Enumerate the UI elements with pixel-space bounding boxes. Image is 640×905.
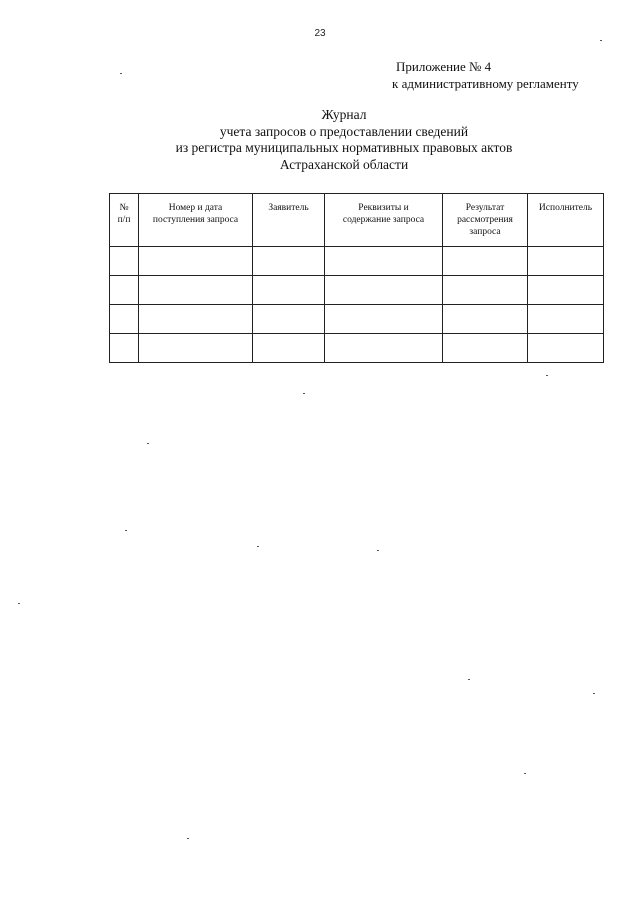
- table-cell: [325, 276, 443, 305]
- column-header-executor: Исполнитель: [528, 194, 604, 247]
- table-cell: [528, 247, 604, 276]
- appendix-number: Приложение № 4: [396, 59, 492, 74]
- journal-table: [109, 193, 604, 363]
- table-cell: [110, 276, 139, 305]
- column-header-result: Результат рассмотрения запроса: [443, 194, 528, 247]
- document-title: [0, 107, 640, 173]
- table-cell: [139, 334, 253, 363]
- scan-speck: [593, 693, 595, 694]
- table-cell: [325, 305, 443, 334]
- column-header-request-date: Номер и дата поступления запроса: [139, 194, 253, 247]
- scan-speck: [303, 393, 305, 394]
- appendix-heading: [392, 58, 579, 92]
- title-line-region: Астраханской области: [279, 156, 409, 172]
- table-cell: [253, 276, 325, 305]
- table-row: [110, 247, 604, 276]
- scan-speck: [147, 443, 149, 444]
- table-cell: [139, 247, 253, 276]
- table-body: [110, 247, 604, 363]
- table-cell: [443, 334, 528, 363]
- scan-speck: [600, 40, 602, 41]
- table-cell: [139, 305, 253, 334]
- scan-speck: [377, 550, 379, 551]
- table-row: [110, 305, 604, 334]
- column-header-applicant: Заявитель: [253, 194, 325, 247]
- page-number: 23: [314, 28, 326, 39]
- title-line-register: из регистра муниципальных нормативных правовых актов: [175, 140, 513, 155]
- table-cell: [110, 247, 139, 276]
- title-line-purpose: учета запросов о предоставлении сведений: [219, 123, 469, 139]
- table-cell: [110, 305, 139, 334]
- table-cell: [528, 334, 604, 363]
- column-header-number: № п/п: [110, 194, 139, 247]
- table-cell: [110, 334, 139, 363]
- table-cell: [443, 247, 528, 276]
- table-cell: [253, 334, 325, 363]
- table-cell: [253, 247, 325, 276]
- scan-speck: [120, 73, 122, 74]
- title-line-journal: Журнал: [321, 107, 367, 122]
- table-cell: [253, 305, 325, 334]
- table-row: [110, 334, 604, 363]
- table-header-row: [110, 194, 604, 247]
- table-cell: [443, 276, 528, 305]
- table-cell: [528, 305, 604, 334]
- scan-speck: [18, 603, 20, 604]
- scan-speck: [524, 773, 526, 774]
- table-cell: [325, 247, 443, 276]
- table-cell: [528, 276, 604, 305]
- scan-speck: [125, 530, 127, 531]
- table-row: [110, 276, 604, 305]
- table-cell: [443, 305, 528, 334]
- scan-speck: [546, 375, 548, 376]
- table-cell: [139, 276, 253, 305]
- scan-speck: [257, 546, 259, 547]
- table-cell: [325, 334, 443, 363]
- scan-speck: [468, 679, 470, 680]
- appendix-reference: к административному регламенту: [392, 76, 579, 91]
- scan-speck: [187, 838, 189, 839]
- column-header-request-details: Реквизиты и содержание запроса: [325, 194, 443, 247]
